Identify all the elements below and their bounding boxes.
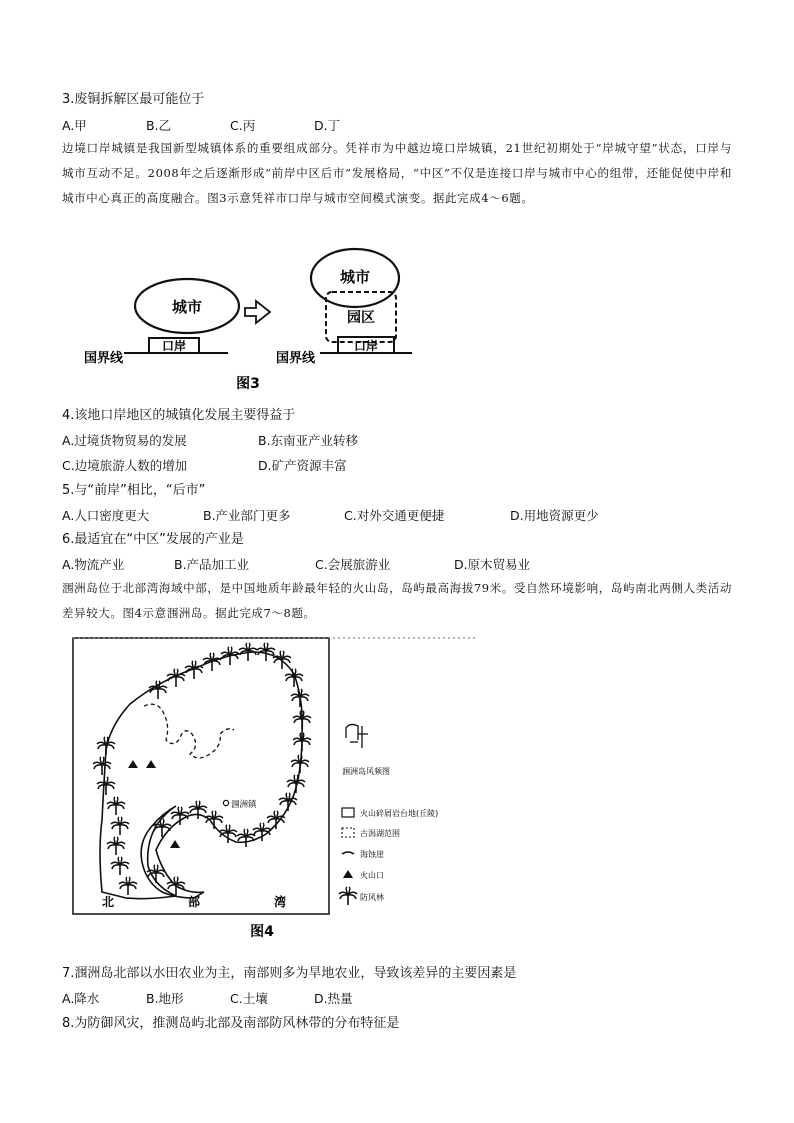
sea-label-wan: 湾 <box>274 895 287 909</box>
inset-title: 涠洲岛风频图 <box>342 767 390 776</box>
option-a: A.过境货物贸易的发展 <box>62 433 187 448</box>
sea-label-bu: 部 <box>188 895 201 909</box>
option-c: C.对外交通更便捷 <box>344 508 445 523</box>
legend-crater: 火山口 <box>360 871 384 880</box>
figure-3-caption: 图3 <box>236 376 260 392</box>
option-d: D.原木贸易业 <box>454 557 531 572</box>
option-c: C.边境旅游人数的增加 <box>62 458 188 473</box>
port-label-after: 口岸 <box>353 339 379 353</box>
option-b: B.乙 <box>146 118 172 133</box>
wind-frequency-inset <box>346 724 368 748</box>
option-b: B.地形 <box>146 991 184 1006</box>
passage-border-towns: 边境口岸城镇是我国新型城镇体系的重要组成部分。凭祥市为中越边境口岸城镇，21世纪初期处于“岸城守望”状态，口岸与城市互动不足。2008年之后逐渐形成“前岸中区后市”发展格局，“中区”不仅是连接口岸与城市中心的组带，还能促使中岸和城市中心真正的高度融合。图3示意凭祥市口岸与城市空间模式演变。据此完成4～6题。 <box>62 141 732 205</box>
map-frame <box>73 638 329 914</box>
option-c: C.会展旅游业 <box>315 557 391 572</box>
town-label: 涠洲镇 <box>231 800 257 810</box>
figure-4-caption: 图4 <box>250 924 274 940</box>
legend-lagoon: 古潟湖范围 <box>360 829 400 838</box>
legend-windbreak: 防风林 <box>360 893 384 902</box>
figure-3-diagram <box>80 244 420 394</box>
city-label-after: 城市 <box>339 268 371 286</box>
option-a: A.物流产业 <box>62 557 125 572</box>
option-c: C.丙 <box>230 118 256 133</box>
transition-arrow <box>245 301 270 323</box>
option-a: A.人口密度更大 <box>62 508 150 523</box>
option-c: C.土壤 <box>230 991 268 1006</box>
option-a: A.甲 <box>62 118 87 133</box>
border-label-before: 国界线 <box>84 351 124 366</box>
option-b: B.产业部门更多 <box>203 508 291 523</box>
question-4-stem: 4.该地口岸地区的城镇化发展主要得益于 <box>62 408 296 423</box>
crater-icon <box>128 760 180 848</box>
map-legend <box>339 808 438 905</box>
island-coastline <box>100 652 302 899</box>
option-d: D.矿产资源丰富 <box>258 458 347 473</box>
option-a: A.降水 <box>62 991 100 1006</box>
question-3-stem: 3.废铜拆解区最可能位于 <box>62 92 205 107</box>
park-label: 园区 <box>347 310 375 326</box>
option-b: B.东南亚产业转移 <box>258 433 359 448</box>
option-d: D.用地资源更少 <box>510 508 599 523</box>
sea-label-bei: 北 <box>102 895 115 909</box>
question-7-stem: 7.涠洲岛北部以水田农业为主，南部则多为旱地农业，导致该差异的主要因素是 <box>62 966 517 981</box>
option-d: D.热量 <box>314 991 353 1006</box>
question-5-stem: 5.与“前岸”相比，“后市” <box>62 483 206 498</box>
city-label-before: 城市 <box>171 298 203 316</box>
windbreak-forest <box>93 643 311 895</box>
border-label-after: 国界线 <box>276 351 316 366</box>
option-d: D.丁 <box>314 118 341 133</box>
port-label-before: 口岸 <box>161 339 187 353</box>
town-marker <box>223 800 228 805</box>
legend-cliff: 海蚀崖 <box>360 850 384 859</box>
option-b: B.产品加工业 <box>174 557 250 572</box>
legend-plateau: 火山碎屑岩台地(丘陵) <box>360 809 439 818</box>
figure-4-map <box>66 630 486 948</box>
question-6-stem: 6.最适宜在“中区”发展的产业是 <box>62 532 244 547</box>
question-8-stem: 8.为防御风灾，推测岛屿北部及南部防风林带的分布特征是 <box>62 1016 400 1031</box>
ancient-lagoon <box>144 704 234 758</box>
passage-weizhou-island: 涠洲岛位于北部湾海域中部，是中国地质年龄最年轻的火山岛，岛屿最高海拔79米。受自然环境影响，岛屿南北两侧人类活动差异较大。图4示意涠洲岛。据此完成7～8题。 <box>62 581 732 620</box>
